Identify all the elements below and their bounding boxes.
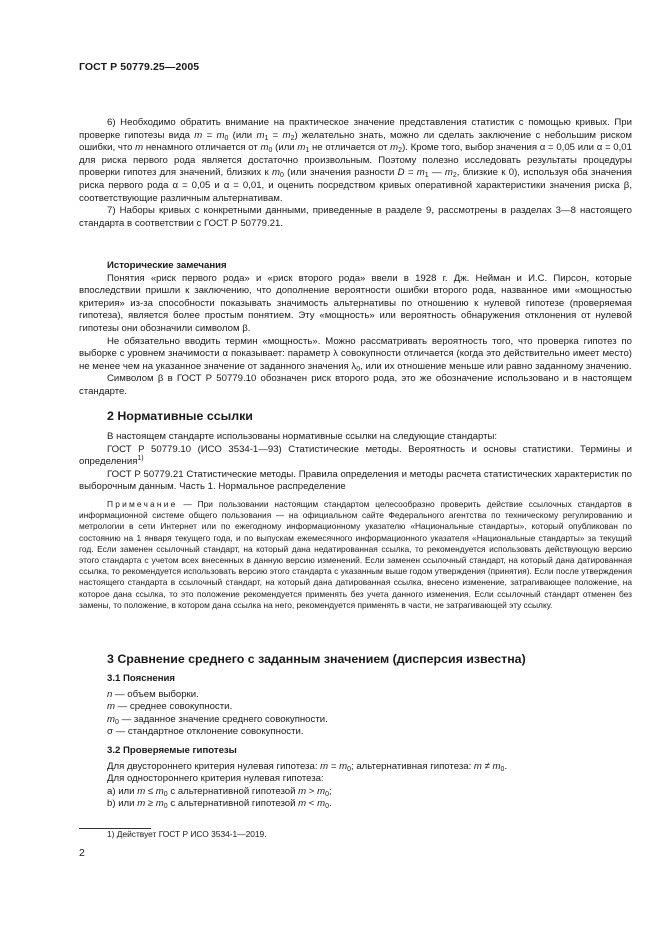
def-n: n — объем выборки. [107, 688, 199, 700]
history-p2: Не обязательно вводить термин «мощность». Можно рассматривать вероятность того, что проверка гипотез по выборке с уровнем значимости α показывает: параметр λ совокупности отличается (когда это действительно имеет место) не менее чем на указанное значение от заданного значения $\lambda_0$, или их отношение меньше или равно заданному значению. [79, 335, 632, 373]
subsection-3-2: 3.2 Проверяемые гипотезы [107, 744, 237, 756]
reference-2: ГОСТ Р 50779.21 Статистические методы. Правила определения и методы расчета статистических характеристик по выборочным данным. Часть 1. Нормальное распределение [79, 468, 632, 493]
two-sided-hypothesis: Для двустороннего критерия нулевая гипотеза: $m = m_0$; альтернативная гипотеза: $m \ne m_0$. [107, 760, 508, 773]
hypothesis-b: b) или $m \ge m_0$ с альтернативной гипотезой $m < m_0$. [107, 798, 332, 811]
item-6: 6) Необходимо обратить внимание на практическое значение представления статистик с помощью кривых. При проверке гипотезы вида $m = m_0$ (или $m_1 = m_2$) желательно знать, можно ли сделать заключение с небольшим риском ошибки, что m ненамного отличается от $m_0$ (или $m_1$ не отличается от $m_2$). Кроме того, выбор значения α = 0,05 или α = 0,01 для риска первого рода является достаточно произвольным. Поэтому полезно исследовать результаты процедуры проверки гипотез для значений, близких к $m_0$ (или значения разности $D = m_1$ — $m_2$, близкие к 0), используя оба значения риска первого рода α = 0,05 и α = 0,01, и оценить посредством кривых оперативной характеристики значения риска β, соответствующие различным альтернативам. [79, 117, 633, 204]
one-sided-hypothesis: Для одностороннего критерия нулевая гипотеза: [107, 773, 324, 785]
intro-items [79, 117, 632, 230]
section-3-heading: 3 Сравнение среднего с заданным значением (дисперсия известна) [107, 652, 526, 666]
history-heading: Исторические замечания [107, 260, 227, 271]
history-p3: Символом β в ГОСТ Р 50779.10 обозначен риск второго рода, это же обозначение использовано и в настоящем стандарте. [79, 373, 632, 397]
section-2-note: Примечание — При пользовании настоящим стандартом целесообразно проверить действие ссылочных стандартов в информационной системе общего пользования — на официальном сайте Федерального агентства по техническому регулированию и метрологии в сети Интернет или по ежегодному информационному указателю «Национальные стандарты», который опубликован по состоянию на 1 января текущего года, и по выпускам ежемесячного информационного указателя «Национальные стандарты» за текущий год. Если заменен ссылочный стандарт, на который дана недатированная ссылка, то рекомендуется использовать действующую версию этого стандарта с учетом всех внесенных в данную версию изменений. Если заменен ссылочный стандарт, на который дана датированная ссылка, то рекомендуется использовать версию этого стандарта с указанным выше годом утверждения (принятия). Если после утверждения настоящего стандарта в ссылочный стандарт, на который дана датированная ссылка, внесено изменение, затрагивающее положение, на которое дана ссылка, то это положение рекомендуется применять без учета данного изменения. Если ссылочный стандарт отменен без замены, то положение, в котором дана ссылка на него, рекомендуется применять в части, не затрагивающей эту ссылку. [79, 498, 632, 610]
historical-notes [79, 260, 632, 399]
footnote: 1) Действует ГОСТ Р ИСО 3534-1—2019. [107, 829, 267, 839]
section-3-body [79, 673, 632, 811]
page-header: ГОСТ Р 50779.25—2005 [79, 61, 200, 73]
page-number: 2 [79, 847, 85, 859]
def-m0: $m_0$ — заданное значение среднего совокупности. [107, 713, 328, 726]
def-sigma: σ — стандартное отклонение совокупности. [107, 726, 304, 738]
hypothesis-a: а) или $m \le m_0$ с альтернативной гипотезой $m > m_0$; [107, 785, 332, 798]
item-7: 7) Наборы кривых с конкретными данными, приведенные в разделе 9, рассмотрены в разделах 3—8 настоящего стандарта в соответствии с ГОСТ Р 50779.21. [79, 205, 632, 229]
def-m: m — среднее совокупности. [107, 701, 233, 713]
history-p1: Понятия «риск первого рода» и «риск второго рода» ввели в 1928 г. Дж. Нейман и И.С. Пирсон, которые впоследствии пришли к заключению, что дополнение вероятности ошибки второго рода, названное ими «мощностью критерия» из-за способности показывать значимость альтернативы по отношению к нулевой гипотезе (проверяемая гипотеза), является более простым понятием. Эту «мощность» или вероятность обнаружения отклонения от нулевой гипотезы они обозначили символом β. [79, 272, 632, 334]
section-2-intro: В настоящем стандарте использованы нормативные ссылки на следующие стандарты: [107, 431, 498, 442]
section-2-heading: 2 Нормативные ссылки [107, 409, 253, 423]
subsection-3-1: 3.1 Пояснения [107, 673, 175, 684]
section-2-body [79, 431, 632, 611]
reference-1: ГОСТ Р 50779.10 (ИСО 3534-1—93) Статистические методы. Вероятность и основы статистики. Термины и определения$^{1)}$ [79, 443, 632, 468]
